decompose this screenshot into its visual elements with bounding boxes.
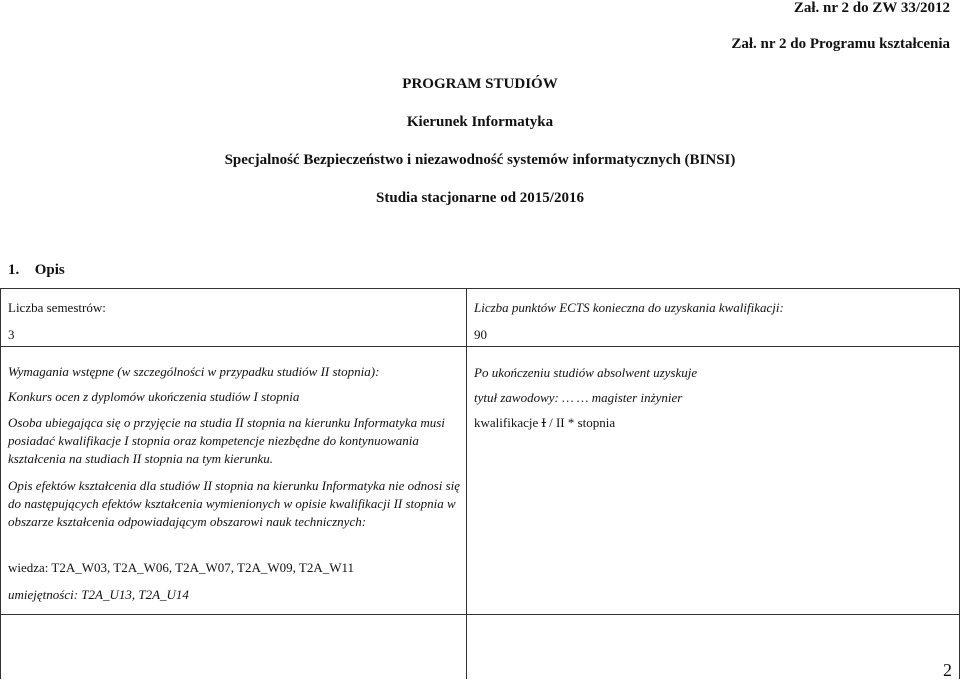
document-title: PROGRAM STUDIÓW bbox=[402, 76, 558, 92]
section-number: 1. bbox=[8, 262, 20, 278]
qualification-first-level-struck: I bbox=[541, 415, 546, 430]
attachment-program: Zał. nr 2 do Programu kształcenia bbox=[731, 36, 950, 52]
qualification-suffix: / II * stopnia bbox=[545, 415, 616, 430]
knowledge-outcomes: wiedza: T2A_W03, T2A_W06, T2A_W07, T2A_W09, T2A_W11 bbox=[8, 560, 355, 575]
specialty-title: Specjalność Bezpieczeństwo i niezawodność systemów informatycznych (BINSI) bbox=[224, 152, 736, 168]
section-heading bbox=[8, 262, 65, 279]
qualification-prefix: kwalifikacje bbox=[474, 415, 542, 430]
skills-outcomes: umiejętności: T2A_U13, T2A_U14 bbox=[8, 587, 189, 602]
graduate-receives-label: Po ukończeniu studiów absolwent uzyskuje bbox=[474, 365, 698, 380]
section-title: Opis bbox=[34, 262, 65, 278]
table-top-border bbox=[0, 288, 960, 289]
semesters-value: 3 bbox=[8, 327, 15, 342]
study-mode-text: Studia stacjonarne bbox=[376, 190, 497, 206]
semesters-label: Liczba semestrów: bbox=[8, 300, 106, 315]
ects-label: Liczba punktów ECTS konieczna do uzyskania kwalifikacji: bbox=[474, 300, 784, 315]
ects-value: 90 bbox=[474, 327, 487, 342]
table-left-border bbox=[0, 289, 1, 679]
page-number: 2 bbox=[943, 660, 952, 680]
candidate-requirements: Osoba ubiegająca się o przyjęcie na studia II stopnia na kierunku Informatyka musi posiadać kwalifikacje I stopnia oraz kompetencje niezbędne do kontynuowania kształcenia na studiach II stopnia na tym kierunku. bbox=[8, 415, 445, 466]
study-mode bbox=[0, 190, 960, 207]
attachment-zw: Zał. nr 2 do ZW 33/2012 bbox=[793, 0, 950, 16]
qualification-level bbox=[474, 414, 944, 432]
study-start-year: od 2015/2016 bbox=[500, 190, 584, 206]
professional-title: tytuł zawodowy: … … magister inżynier bbox=[474, 390, 683, 405]
table-bottom-divider bbox=[0, 614, 960, 615]
field-title: Kierunek Informatyka bbox=[406, 114, 554, 130]
entry-requirements-value: Konkurs ocen z dyplomów ukończenia studiów I stopnia bbox=[8, 389, 300, 404]
learning-outcomes-description: Opis efektów kształcenia dla studiów II stopnia na kierunku Informatyka nie odnosi się do następujących efektów kształcenia wymienionych w opisie kwalifikacji II stopnia w obszarze kształcenia odpowiadającym obszarowi nauk technicznych: bbox=[8, 478, 461, 529]
table-column-divider bbox=[466, 289, 467, 679]
table-row-divider bbox=[0, 346, 960, 347]
entry-requirements-label: Wymagania wstępne (w szczególności w przypadku studiów II stopnia): bbox=[8, 364, 380, 379]
